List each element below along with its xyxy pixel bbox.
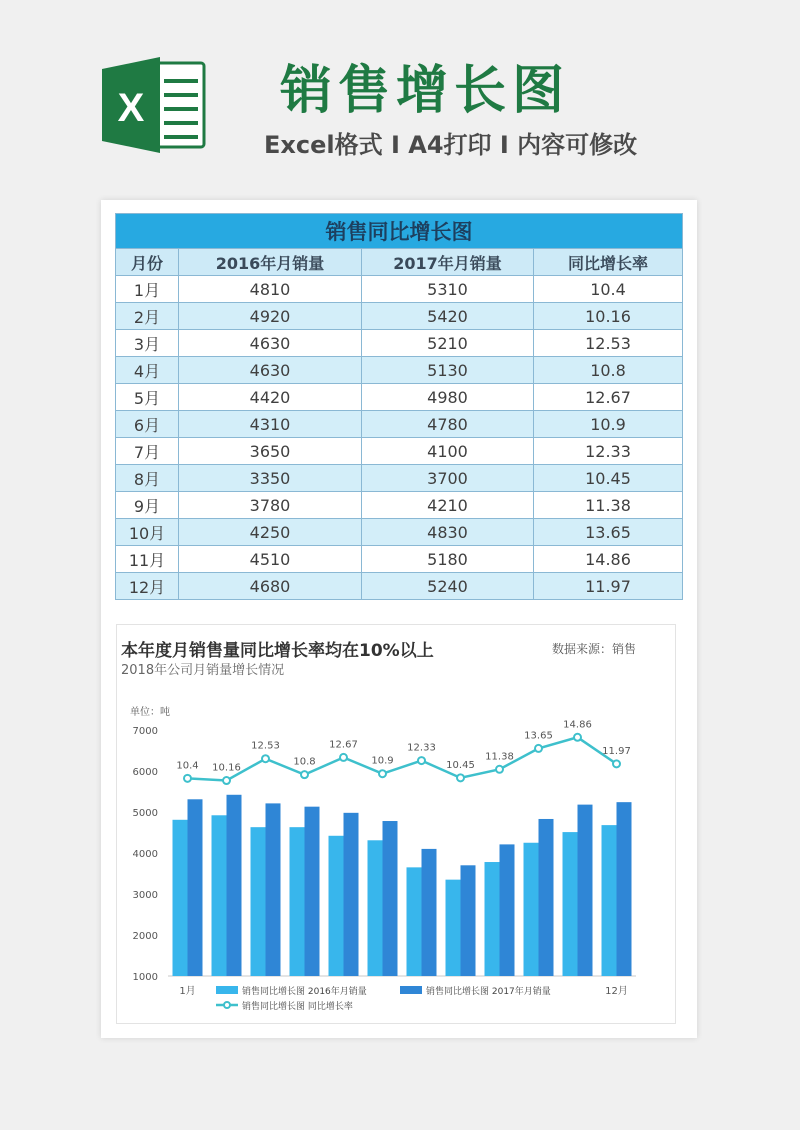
table-cell: 4830 xyxy=(362,519,534,546)
y-axis-unit-label: 单位：吨 xyxy=(130,707,170,718)
table-cell: 1月 xyxy=(116,276,179,303)
table-cell: 2月 xyxy=(116,303,179,330)
table-cell: 5月 xyxy=(116,384,179,411)
chart-subtitle: 2018年公司月销量增长情况 xyxy=(121,663,285,678)
growth-rate-point xyxy=(418,757,425,764)
table-row xyxy=(116,519,683,546)
table-row xyxy=(116,465,683,492)
column-header: 月份 xyxy=(116,249,179,276)
bar-2016 xyxy=(602,825,617,976)
table-cell: 3700 xyxy=(362,465,534,492)
bar-2016 xyxy=(407,867,422,976)
page-subtitle: Excel格式 I A4打印 I 内容可修改 xyxy=(264,131,638,159)
table-cell: 12月 xyxy=(116,573,179,600)
table-cell: 14.86 xyxy=(534,546,683,573)
bar-2017 xyxy=(617,802,632,976)
bar-2016 xyxy=(563,832,578,976)
y-tick-label: 4000 xyxy=(132,849,158,860)
growth-rate-label: 10.16 xyxy=(212,762,241,774)
sales-chart xyxy=(116,700,672,1020)
y-tick-label: 5000 xyxy=(132,808,158,819)
table-row xyxy=(116,573,683,600)
legend-label-2017: 销售同比增长图 2017年月销量 xyxy=(426,987,551,997)
table-row xyxy=(116,546,683,573)
table-cell: 10.9 xyxy=(534,411,683,438)
table-cell: 4780 xyxy=(362,411,534,438)
growth-rate-label: 12.33 xyxy=(407,742,436,754)
growth-rate-point xyxy=(184,775,191,782)
growth-rate-label: 10.45 xyxy=(446,759,475,771)
bar-2016 xyxy=(290,827,305,976)
growth-rate-point xyxy=(613,760,620,767)
y-tick-label: 7000 xyxy=(132,726,158,737)
table-caption: 销售同比增长图 xyxy=(116,214,683,249)
table-cell: 11月 xyxy=(116,546,179,573)
bar-2017 xyxy=(305,807,320,976)
growth-rate-label: 12.53 xyxy=(251,740,280,752)
table-cell: 4210 xyxy=(362,492,534,519)
table-cell: 5310 xyxy=(362,276,534,303)
table-cell: 10.8 xyxy=(534,357,683,384)
table-cell: 3月 xyxy=(116,330,179,357)
table-cell: 4420 xyxy=(179,384,362,411)
growth-rate-label: 11.97 xyxy=(602,745,631,757)
table-cell: 10.16 xyxy=(534,303,683,330)
table-cell: 7月 xyxy=(116,438,179,465)
bar-2017 xyxy=(461,865,476,976)
table-cell: 11.38 xyxy=(534,492,683,519)
column-header: 2016年月销量 xyxy=(179,249,362,276)
growth-rate-label: 14.86 xyxy=(563,719,592,731)
y-tick-label: 1000 xyxy=(132,972,158,983)
table-cell: 4630 xyxy=(179,357,362,384)
growth-rate-label: 13.65 xyxy=(524,730,553,742)
bar-2016 xyxy=(524,843,539,976)
growth-rate-label: 10.8 xyxy=(293,756,316,768)
table-cell: 6月 xyxy=(116,411,179,438)
y-tick-label: 2000 xyxy=(132,931,158,942)
bar-2016 xyxy=(251,827,266,976)
y-tick-label: 6000 xyxy=(132,767,158,778)
table-cell: 3780 xyxy=(179,492,362,519)
table-cell: 5130 xyxy=(362,357,534,384)
table-row xyxy=(116,303,683,330)
table-cell: 12.33 xyxy=(534,438,683,465)
table-cell: 4810 xyxy=(179,276,362,303)
growth-rate-label: 10.9 xyxy=(371,755,394,767)
bar-2017 xyxy=(266,803,281,976)
table-row xyxy=(116,438,683,465)
growth-rate-point xyxy=(457,774,464,781)
page-title: 销售增长图 xyxy=(280,61,571,121)
excel-logo-letter: X xyxy=(117,86,145,130)
table-cell: 10.45 xyxy=(534,465,683,492)
table-cell: 13.65 xyxy=(534,519,683,546)
y-tick-label: 3000 xyxy=(132,890,158,901)
table-cell: 4920 xyxy=(179,303,362,330)
growth-rate-label: 11.38 xyxy=(485,751,514,763)
table-cell: 5210 xyxy=(362,330,534,357)
excel-logo-icon xyxy=(102,57,206,153)
bar-2017 xyxy=(539,819,554,976)
bar-2017 xyxy=(500,844,515,976)
column-header: 2017年月销量 xyxy=(362,249,534,276)
table-cell: 12.67 xyxy=(534,384,683,411)
bar-2017 xyxy=(344,813,359,976)
table-row xyxy=(116,411,683,438)
chart-source: 数据来源：销售 xyxy=(552,642,637,656)
bar-2017 xyxy=(422,849,437,976)
table-cell: 4250 xyxy=(179,519,362,546)
bar-2016 xyxy=(368,840,383,976)
sales-table xyxy=(115,213,683,600)
bar-2017 xyxy=(227,795,242,976)
growth-rate-point xyxy=(574,734,581,741)
bar-2016 xyxy=(173,820,188,976)
legend-label-2016: 销售同比增长图 2016年月销量 xyxy=(242,987,367,997)
growth-rate-point xyxy=(379,770,386,777)
column-header: 同比增长率 xyxy=(534,249,683,276)
x-tick-label: 1月 xyxy=(179,986,196,997)
table-cell: 3650 xyxy=(179,438,362,465)
table-cell: 4100 xyxy=(362,438,534,465)
table-cell: 11.97 xyxy=(534,573,683,600)
growth-rate-label: 12.67 xyxy=(329,739,358,751)
chart-title: 本年度月销售量同比增长率均在10%以上 xyxy=(121,641,434,661)
table-cell: 5240 xyxy=(362,573,534,600)
bar-2017 xyxy=(578,805,593,976)
table-cell: 4310 xyxy=(179,411,362,438)
legend-label-rate: 销售同比增长图 同比增长率 xyxy=(242,1002,353,1012)
bar-2017 xyxy=(188,799,203,976)
growth-rate-point xyxy=(340,754,347,761)
growth-rate-point xyxy=(496,766,503,773)
table-cell: 8月 xyxy=(116,465,179,492)
growth-rate-point xyxy=(223,777,230,784)
table-cell: 4月 xyxy=(116,357,179,384)
bar-2017 xyxy=(383,821,398,976)
table-row xyxy=(116,276,683,303)
bar-2016 xyxy=(212,815,227,976)
table-row xyxy=(116,384,683,411)
legend-marker-rate xyxy=(224,1002,230,1008)
table-row xyxy=(116,492,683,519)
table-cell: 5420 xyxy=(362,303,534,330)
table-cell: 4630 xyxy=(179,330,362,357)
table-cell: 10月 xyxy=(116,519,179,546)
legend-swatch-2016 xyxy=(216,986,238,994)
growth-rate-point xyxy=(301,771,308,778)
table-cell: 3350 xyxy=(179,465,362,492)
table-row xyxy=(116,330,683,357)
growth-rate-point xyxy=(535,745,542,752)
table-cell: 9月 xyxy=(116,492,179,519)
bar-2016 xyxy=(485,862,500,976)
growth-rate-label: 10.4 xyxy=(176,760,199,772)
table-row xyxy=(116,357,683,384)
bar-2016 xyxy=(446,880,461,976)
table-cell: 4980 xyxy=(362,384,534,411)
table-cell: 5180 xyxy=(362,546,534,573)
growth-rate-point xyxy=(262,755,269,762)
bar-2016 xyxy=(329,836,344,976)
table-cell: 10.4 xyxy=(534,276,683,303)
x-tick-label: 12月 xyxy=(605,986,628,997)
table-cell: 4510 xyxy=(179,546,362,573)
legend-swatch-2017 xyxy=(400,986,422,994)
table-cell: 12.53 xyxy=(534,330,683,357)
table-cell: 4680 xyxy=(179,573,362,600)
